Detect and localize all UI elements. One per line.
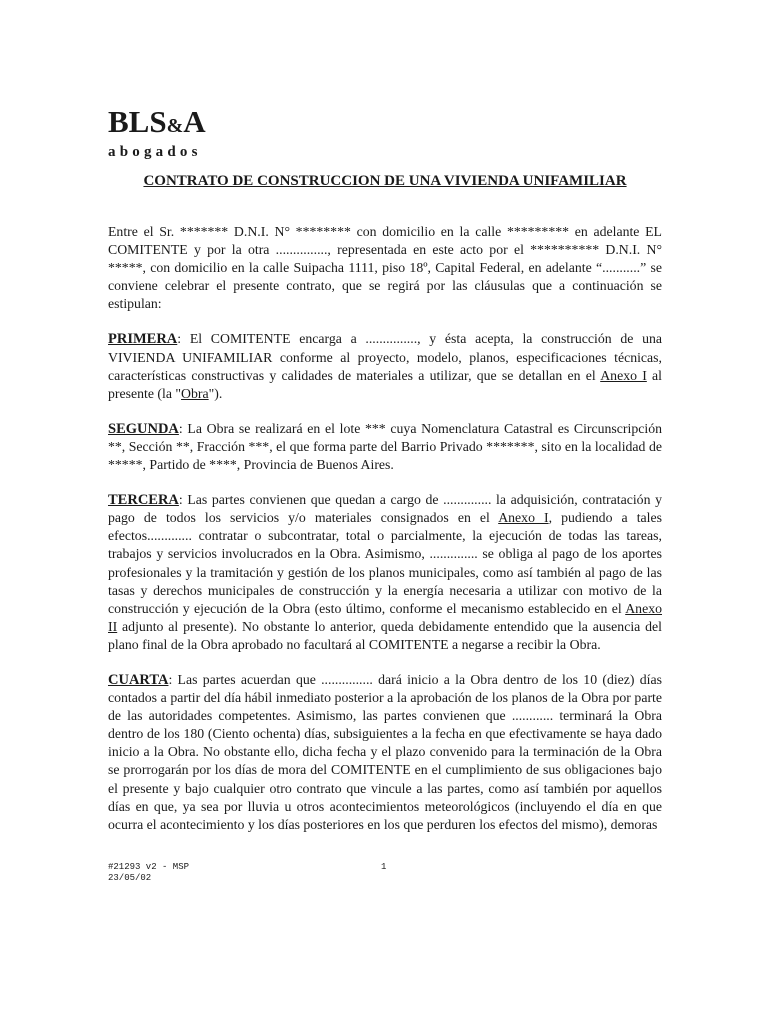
intro-paragraph: Entre el Sr. ******* D.N.I. N° ******** con domicilio en la calle ********* en adelante EL COMITENTE y por la otra ..............., representada en este acto por el ********** D.N.I. N° *****, con domicilio en la calle Suipacha 1111, piso 18º, Capital Federal, en adelante “...........” se conviene celebrar el presente contrato, que se regirá por las cláusulas que a continuación se estipulan: xyxy=(108,224,662,312)
clause-heading: CUARTA xyxy=(108,671,169,688)
clause-segunda: SEGUNDA: La Obra se realizará en el lote *** cuya Nomenclatura Catastral es Circunscripción **, Sección **, Fracción ***, el que forma parte del Barrio Privado *******, sito en la localidad de *****, Partido de ****, Provincia de Buenos Aires. xyxy=(108,420,662,473)
page-number: 1 xyxy=(381,862,387,872)
defined-term: Obra xyxy=(181,385,209,401)
document-body xyxy=(108,223,662,851)
annex-reference: Anexo I xyxy=(600,367,647,383)
clause-primera: PRIMERA: El COMITENTE encarga a ..............., y ésta acepta, la construcción de una VIVIENDA UNIFAMILIAR conforme al proyecto, modelo, planos, especificaciones técnicas, características constructivas y calidades de materiales a utilizar, que se detallan en el Anexo I al presente (la "Obra"). xyxy=(108,331,662,401)
annex-reference: Anexo I xyxy=(498,510,549,526)
document-reference: #21293 v2 - MSP xyxy=(108,862,190,872)
firm-logo xyxy=(108,106,206,160)
logo-subtitle: abogados xyxy=(108,144,202,160)
logo-mark: BLS&A xyxy=(108,104,206,139)
clause-heading: TERCERA xyxy=(108,492,179,509)
document-date: 23/05/02 xyxy=(108,873,152,883)
document-title: CONTRATO DE CONSTRUCCION DE UNA VIVIENDA UNIFAMILIAR xyxy=(143,173,627,189)
clause-heading: PRIMERA xyxy=(108,331,178,348)
clause-tercera: TERCERA: Las partes convienen que quedan a cargo de .............. la adquisición, contratación y pago de todos los servicios y/o materiales consignados en el Anexo I, pudiendo a tales efectos............. contratar o subcontratar, total o parcialmente, la ejecución de todas las tareas, trabajos y servicios involucrados en la Obra. Asimismo, .............. se obliga al pago de los aportes profesionales y la tramitación y gestión de los planos municipales, como así también al pago de las tasas y derechos municipales de construcción y la energía necesaria a utilizar con motivo de la construcción y ejecución de la Obra (esto último, conforme el mecanismo establecido en el Anexo II adjunto al presente). No obstante lo anterior, queda debidamente entendido que la ausencia del plano final de la Obra aprobado no facultará al COMITENTE a negarse a recibir la Obra. xyxy=(108,492,662,652)
annex-reference: Anexo II xyxy=(108,600,662,634)
clause-heading: SEGUNDA xyxy=(108,420,179,437)
clause-cuarta: CUARTA: Las partes acuerdan que ............... dará inicio a la Obra dentro de los 10 (diez) días contados a partir del día hábil inmediato posterior a la aprobación de los planos de la Obra por parte de las autoridades competentes. Asimismo, las partes convienen que ............ terminará la Obra dentro de los 180 (Ciento ochenta) días, subsiguientes a la fecha en que efectivamente se haya dado inicio a la Obra. No obstante ello, dicha fecha y el plazo convenido para la terminación de la Obra se prorrogarán por los días de mora del COMITENTE en el cumplimiento de sus obligaciones bajo el presente y bajo cualquier otro contrato que vincule a las partes, como así también por aquellos días en que, ya sea por lluvia u otros acontecimientos meteorológicos (incluyendo el día en que ocurra el acontecimiento y los días posteriores en los que perduren los efectos del mismo), demoras xyxy=(108,671,662,832)
page-footer xyxy=(108,862,662,884)
